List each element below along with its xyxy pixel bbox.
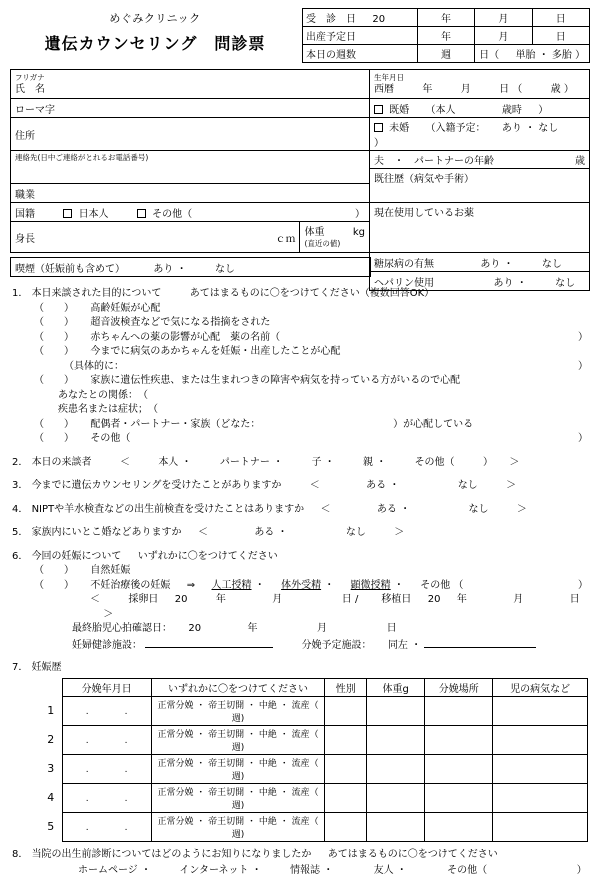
q8-source-friend[interactable]: 友人 bbox=[373, 865, 394, 876]
q6-slash: / bbox=[354, 594, 359, 605]
unmarried-checkbox[interactable] bbox=[374, 123, 383, 132]
q2-choice-self[interactable]: 本人 bbox=[158, 456, 179, 468]
visit-date-label: 受 診 日 bbox=[306, 14, 356, 25]
q1-disease-label: 疾患名または症状； （ bbox=[58, 404, 158, 415]
weight-3[interactable] bbox=[367, 754, 425, 783]
q3-close-bracket: ＞ bbox=[506, 480, 517, 491]
q8-sep-1: ・ bbox=[141, 865, 151, 876]
pregnancy-header-row bbox=[40, 678, 588, 696]
visit-date-year-prefix[interactable]: 20 bbox=[372, 14, 386, 25]
unmarried-detail: （入籍予定： bbox=[425, 123, 486, 134]
japanese-checkbox[interactable] bbox=[63, 209, 72, 218]
q6-delivery-sep: ・ bbox=[411, 639, 422, 651]
contact-cell[interactable] bbox=[11, 151, 370, 184]
delivery-facility-input[interactable] bbox=[424, 637, 536, 648]
q6-transfer-month[interactable]: 月 bbox=[513, 594, 524, 605]
q6-checkup-facility-label: 妊婦健診施設： bbox=[72, 639, 142, 651]
q1-option-2[interactable] bbox=[12, 316, 588, 331]
q6-egg-open: ＜ bbox=[90, 594, 100, 605]
q1-relation-line[interactable] bbox=[12, 389, 588, 404]
q2-sep-1: ・ bbox=[181, 456, 192, 468]
name-cell[interactable] bbox=[11, 70, 370, 99]
q6-transfer-label: 移植日 bbox=[381, 594, 412, 605]
question-4-number: 4． bbox=[12, 503, 29, 515]
q2-open-bracket: ＜ bbox=[119, 456, 130, 468]
weeks-today-week[interactable]: 週 bbox=[417, 45, 474, 63]
contact-partnerage-row bbox=[11, 151, 590, 169]
weight-cell[interactable] bbox=[300, 222, 369, 253]
q6-type-icsi[interactable]: 顕微授精 bbox=[350, 579, 391, 591]
q6-egg-close: ＞ bbox=[103, 608, 114, 620]
q6-checkbox-treatment[interactable]: （ ） bbox=[34, 579, 74, 591]
q6-transfer-year[interactable]: 年 bbox=[456, 594, 467, 605]
question-2 bbox=[12, 456, 588, 471]
q3-no[interactable]: なし bbox=[457, 480, 478, 491]
birth-age-close: ） bbox=[563, 83, 574, 95]
q8-source-magazine[interactable]: 情報誌 bbox=[290, 865, 321, 876]
q4-close-bracket: ＞ bbox=[516, 503, 527, 515]
place-5[interactable] bbox=[425, 812, 493, 841]
q5-no[interactable]: なし bbox=[345, 527, 366, 538]
row-number-1: 1 bbox=[47, 704, 55, 717]
question-6 bbox=[12, 550, 588, 654]
q6-type-artificial[interactable]: 人工授精 bbox=[211, 579, 252, 591]
question-3 bbox=[12, 479, 588, 494]
q8-source-internet[interactable]: インターネット bbox=[179, 865, 249, 876]
weight-4[interactable] bbox=[367, 783, 425, 812]
q8-sep-4: ・ bbox=[396, 865, 407, 876]
address-unmarried-row bbox=[11, 118, 590, 151]
q1-option-spouse[interactable] bbox=[12, 418, 588, 433]
weeks-today-row bbox=[303, 45, 590, 63]
q5-open-bracket: ＜ bbox=[197, 527, 208, 538]
q8-sep-3: ・ bbox=[323, 865, 334, 876]
nationality-other: その他（ bbox=[152, 208, 193, 220]
question-8-title: 当院の出生前診断についてはどのようにお知りになりましたか bbox=[31, 848, 312, 860]
q8-source-homepage[interactable]: ホームページ bbox=[78, 865, 138, 876]
height-label: 身長 bbox=[15, 233, 35, 245]
q6-egg-year-prefix[interactable]: 20 bbox=[174, 594, 188, 605]
table-row bbox=[40, 754, 588, 783]
delivery-date-4[interactable]: . . bbox=[62, 783, 151, 812]
row-number-4: 4 bbox=[47, 791, 55, 804]
birth-month[interactable]: 月 bbox=[460, 83, 471, 95]
unmarried-no[interactable]: なし bbox=[538, 123, 559, 134]
question-1-instruction: あてはまるものに〇をつけてください（複数回答OK） bbox=[189, 288, 435, 299]
married-close: ） bbox=[538, 104, 549, 116]
q8-source-other[interactable]: その他（ bbox=[447, 865, 488, 876]
header-place: 分娩場所 bbox=[425, 678, 493, 696]
delivery-type-2[interactable]: 正常分娩 ・ 帝王切開 ・ 中絶 ・ 流産（ 週) bbox=[151, 725, 324, 754]
q6-transfer-day[interactable]: 日 bbox=[569, 594, 580, 605]
unmarried-label: 未婚 bbox=[389, 123, 410, 134]
q1-other-close: ） bbox=[578, 433, 588, 444]
pregnancy-history-table bbox=[40, 678, 588, 842]
q2-choice-child[interactable]: 子 bbox=[311, 456, 322, 468]
q6-natural-label: 自然妊娠 bbox=[90, 565, 131, 576]
q6-facility-line[interactable] bbox=[12, 637, 588, 654]
occupation-cell[interactable] bbox=[11, 184, 370, 203]
medical-history-cell[interactable] bbox=[369, 169, 589, 203]
question-8-section bbox=[0, 842, 600, 879]
weight-label: 体重 bbox=[304, 226, 325, 238]
q6-option-treatment[interactable] bbox=[12, 579, 588, 594]
q6-transfer-year-prefix[interactable]: 20 bbox=[427, 594, 441, 605]
q1-detail-label: （具体的に： bbox=[64, 360, 124, 372]
header-sex: 性別 bbox=[325, 678, 367, 696]
questions-section bbox=[0, 277, 600, 676]
q1-option-4[interactable] bbox=[12, 345, 588, 360]
married-age[interactable]: 歳時 bbox=[501, 104, 522, 116]
q6-type-ivf[interactable]: 体外受精 bbox=[281, 579, 322, 591]
due-date-month[interactable]: 月 bbox=[475, 27, 532, 45]
row-number-3: 3 bbox=[47, 762, 55, 775]
q1-other-label: その他（ bbox=[90, 433, 131, 444]
unmarried-cell[interactable] bbox=[369, 118, 589, 151]
married-checkbox[interactable] bbox=[374, 105, 383, 114]
smoking-cell[interactable] bbox=[11, 258, 371, 277]
question-1-title-line bbox=[12, 287, 588, 302]
fetus-separator: ・ bbox=[538, 50, 549, 61]
q1-checkbox-4[interactable]: （ ） bbox=[34, 346, 74, 357]
occupation-label: 職業 bbox=[15, 189, 35, 201]
married-label: 既婚 bbox=[389, 104, 410, 116]
question-6-title: 今回の妊娠について bbox=[31, 550, 122, 562]
weight-2[interactable] bbox=[367, 725, 425, 754]
question-5-number: 5． bbox=[12, 527, 29, 538]
heparin-yes[interactable]: あり bbox=[493, 277, 514, 289]
heparin-no[interactable]: なし bbox=[555, 277, 576, 289]
question-4 bbox=[12, 503, 588, 518]
q1-spouse-label: 配偶者・パートナー・家族（どなた： bbox=[90, 418, 261, 430]
diabetes-cell[interactable] bbox=[369, 253, 589, 272]
birthdate-label: 生年月日 bbox=[373, 72, 404, 82]
q2-sep-4: ・ bbox=[376, 456, 387, 468]
visit-date-month[interactable]: 月 bbox=[475, 9, 532, 27]
nationality-other-close: ） bbox=[354, 208, 365, 220]
delivery-type-1[interactable]: 正常分娩 ・ 帝王切開 ・ 中絶 ・ 流産（ 週) bbox=[151, 696, 324, 725]
q6-egg-year[interactable]: 年 bbox=[215, 594, 226, 605]
q1-disease-line[interactable] bbox=[12, 403, 588, 418]
question-7 bbox=[12, 661, 588, 676]
q6-sep-3: ・ bbox=[393, 579, 404, 591]
birth-year[interactable]: 年 bbox=[422, 83, 433, 95]
q2-sep-2: ・ bbox=[273, 456, 284, 468]
q1-option-4-label: 今までに病気のあかちゃんを妊娠・出産したことが心配 bbox=[90, 346, 341, 357]
q6-other-open: （ bbox=[453, 579, 464, 591]
table-row bbox=[40, 725, 588, 754]
diabetes-separator: ・ bbox=[503, 258, 514, 270]
q6-delivery-same[interactable]: 同左 bbox=[387, 639, 408, 651]
q1-checkbox-2[interactable]: （ ） bbox=[34, 317, 74, 328]
q2-choice-partner[interactable]: パートナー bbox=[219, 456, 270, 468]
q2-sep-3: ・ bbox=[324, 456, 335, 468]
smoking-yes[interactable]: あり bbox=[153, 263, 174, 275]
q1-checkbox-3[interactable]: （ ） bbox=[34, 331, 74, 343]
question-7-title: 妊娠歴 bbox=[31, 662, 62, 673]
weight-1[interactable] bbox=[367, 696, 425, 725]
q1-option-other[interactable] bbox=[12, 432, 588, 447]
q6-treatment-label: 不妊治療後の妊娠 bbox=[90, 579, 171, 591]
checkup-facility-input[interactable] bbox=[145, 637, 273, 648]
q3-sep: ・ bbox=[389, 480, 400, 491]
nationality-other-checkbox[interactable] bbox=[137, 209, 146, 218]
due-date-row bbox=[303, 27, 590, 45]
q1-checkbox-1[interactable]: （ ） bbox=[34, 302, 74, 314]
q2-choice-other[interactable]: その他（ bbox=[414, 456, 455, 468]
smoking-no[interactable]: なし bbox=[214, 263, 235, 275]
q6-egg-day[interactable]: 日 bbox=[341, 594, 352, 605]
q1-option-3-label: 赤ちゃんへの薬の影響が心配 薬の名前（ bbox=[90, 331, 281, 343]
height-cell[interactable] bbox=[11, 222, 300, 253]
romaji-cell[interactable] bbox=[11, 99, 370, 118]
q6-egg-month[interactable]: 月 bbox=[272, 594, 283, 605]
due-date-year[interactable]: 年 bbox=[417, 27, 474, 45]
q1-spouse-close: ）が心配している bbox=[393, 418, 474, 430]
q5-yes[interactable]: ある bbox=[254, 527, 275, 538]
nationality-label: 国籍 bbox=[15, 208, 35, 220]
header-delivery-date: 分娩年月日 bbox=[62, 678, 151, 696]
birth-era: 西暦 bbox=[373, 83, 394, 95]
row-number-2: 2 bbox=[47, 733, 55, 746]
visit-date-row bbox=[303, 9, 590, 27]
name-birth-row bbox=[11, 70, 590, 99]
weeks-today-label: 本日の週数 bbox=[303, 45, 418, 63]
height-unit: ｃｍ bbox=[275, 233, 296, 245]
table-row bbox=[40, 783, 588, 812]
place-2[interactable] bbox=[425, 725, 493, 754]
q1-detail-line[interactable] bbox=[12, 360, 588, 375]
romaji-label: ローマ字 bbox=[15, 104, 55, 116]
illness-2[interactable] bbox=[493, 725, 588, 754]
romaji-married-row bbox=[11, 99, 590, 118]
q6-heartbeat-day[interactable]: 日 bbox=[386, 623, 397, 634]
unmarried-separator: ・ bbox=[525, 123, 536, 134]
weeks-today-close: ） bbox=[575, 50, 586, 61]
q6-heartbeat-year[interactable]: 年 bbox=[247, 623, 258, 634]
delivery-date-5[interactable]: . . bbox=[62, 812, 151, 841]
birth-age[interactable]: 歳 bbox=[550, 83, 561, 95]
delivery-type-4[interactable]: 正常分娩 ・ 帝王切開 ・ 中絶 ・ 流産（ 週) bbox=[151, 783, 324, 812]
page-title: 遺伝カウンセリング 問診票 bbox=[44, 34, 266, 53]
question-1 bbox=[12, 287, 588, 447]
unmarried-close: ） bbox=[373, 138, 384, 149]
smoking-separator: ・ bbox=[176, 263, 187, 275]
q8-sep-2: ・ bbox=[251, 865, 262, 876]
q2-close-bracket: ＞ bbox=[509, 456, 520, 468]
q1-option-family[interactable] bbox=[12, 374, 588, 389]
q6-option-natural[interactable] bbox=[12, 564, 588, 579]
nationality-medication-row bbox=[11, 203, 590, 222]
unmarried-yes[interactable]: あり bbox=[501, 123, 522, 134]
q8-sources-line bbox=[12, 864, 588, 879]
q1-checkbox-6[interactable]: （ ） bbox=[34, 418, 74, 430]
delivery-type-3[interactable]: 正常分娩 ・ 帝王切開 ・ 中絶 ・ 流産（ 週) bbox=[151, 754, 324, 783]
question-8-instruction: あてはまるものに〇をつけてください bbox=[327, 848, 498, 860]
partner-age-cell[interactable] bbox=[369, 151, 589, 169]
nationality-cell[interactable] bbox=[11, 203, 370, 222]
visit-date-day[interactable]: 日 bbox=[532, 9, 589, 27]
q6-sep-2: ・ bbox=[324, 579, 335, 591]
delivery-date-3[interactable]: . . bbox=[62, 754, 151, 783]
address-label: 住所 bbox=[15, 130, 35, 142]
place-4[interactable] bbox=[425, 783, 493, 812]
birth-age-open: （ bbox=[512, 83, 523, 95]
q1-relation-label: あなたとの関係： （ bbox=[58, 389, 148, 401]
patient-info-section bbox=[0, 63, 600, 289]
nationality-japanese: 日本人 bbox=[78, 208, 109, 220]
weight-sub-label: (直近の値) bbox=[304, 238, 341, 248]
illness-5[interactable] bbox=[493, 812, 588, 841]
weight-5[interactable] bbox=[367, 812, 425, 841]
question-3-number: 3． bbox=[12, 480, 29, 491]
question-6-number: 6． bbox=[12, 550, 29, 562]
q1-option-1[interactable] bbox=[12, 302, 588, 317]
q6-egg-label: 採卵日 bbox=[128, 594, 159, 605]
weight-unit: kg bbox=[352, 226, 365, 238]
delivery-date-1[interactable]: . . bbox=[62, 696, 151, 725]
weeks-today-day: 日（ bbox=[479, 50, 500, 61]
q1-checkbox-5[interactable]: （ ） bbox=[34, 375, 74, 386]
q1-option-2-label: 超音波検査などで気になる指摘をされた bbox=[90, 317, 271, 328]
q2-other-close: ） bbox=[482, 456, 493, 468]
q6-heartbeat-label: 最終胎児心拍確認日： bbox=[72, 623, 172, 634]
illness-3[interactable] bbox=[493, 754, 588, 783]
birth-day[interactable]: 日 bbox=[499, 83, 510, 95]
pregnancy-history-section bbox=[0, 676, 600, 842]
q3-yes[interactable]: ある bbox=[366, 480, 387, 491]
question-7-number: 7． bbox=[12, 662, 29, 673]
smoking-label: 喫煙（妊娠前も含めて） bbox=[15, 263, 125, 275]
q6-heartbeat-month[interactable]: 月 bbox=[317, 623, 328, 634]
q6-arrow-icon: ⇒ bbox=[186, 579, 196, 591]
q6-type-other[interactable]: その他 bbox=[420, 579, 451, 591]
header-illness: 児の病気など bbox=[493, 678, 588, 696]
question-8-title-line bbox=[12, 848, 588, 863]
q2-choice-parent[interactable]: 親 bbox=[363, 456, 373, 468]
partner-age-unit: 歳 bbox=[575, 156, 585, 167]
married-cell[interactable] bbox=[369, 99, 589, 118]
page-header bbox=[0, 0, 600, 63]
q6-heartbeat-line[interactable] bbox=[12, 622, 588, 637]
due-date-day[interactable]: 日 bbox=[532, 27, 589, 45]
q6-egg-transfer-line[interactable] bbox=[12, 593, 588, 622]
q1-option-3-close: ） bbox=[578, 331, 588, 343]
diabetes-no[interactable]: なし bbox=[541, 258, 562, 270]
clinic-name: めぐみクリニック bbox=[109, 12, 201, 25]
diabetes-label: 糖尿病の有無 bbox=[373, 258, 434, 270]
furigana-label: フリガナ bbox=[15, 72, 45, 82]
visit-date-table bbox=[302, 8, 590, 63]
smoking-table bbox=[10, 257, 371, 277]
q6-sep-1: ・ bbox=[254, 579, 265, 591]
q1-family-label: 家族に遺伝性疾患、または生まれつきの障害や病気を持っている方がいるので心配 bbox=[90, 375, 461, 386]
medication-label: 現在使用しているお薬 bbox=[373, 208, 474, 219]
medical-history-label: 既往歴（病気や手術） bbox=[373, 174, 474, 185]
smoking-row bbox=[11, 258, 371, 277]
question-6-title-line bbox=[12, 550, 588, 565]
diabetes-yes[interactable]: あり bbox=[480, 258, 501, 270]
title-block bbox=[10, 8, 300, 54]
q6-other-close: ） bbox=[578, 579, 588, 591]
q8-other-close: ） bbox=[576, 865, 587, 876]
question-2-number: 2． bbox=[12, 456, 29, 468]
question-5-title: 家族内にいとこ婚などありますか bbox=[31, 527, 182, 538]
q1-checkbox-7[interactable]: （ ） bbox=[34, 433, 74, 444]
name-label: 氏 名 bbox=[15, 83, 45, 95]
married-detail: （本人 bbox=[425, 104, 456, 116]
q5-sep: ・ bbox=[277, 527, 288, 538]
heparin-separator: ・ bbox=[516, 277, 527, 289]
table-row bbox=[40, 812, 588, 841]
question-1-title: 本日来談された目的について bbox=[31, 288, 162, 299]
illness-1[interactable] bbox=[493, 696, 588, 725]
q4-open-bracket: ＜ bbox=[320, 503, 331, 515]
due-date-label: 出産予定日 bbox=[303, 27, 418, 45]
question-3-title: 今までに遺伝カウンセリングを受けたことがありますか bbox=[31, 480, 282, 491]
header-delivery-type: いずれかに〇をつけてください bbox=[151, 678, 324, 696]
table-row bbox=[40, 696, 588, 725]
heparin-label: ヘパリン使用 bbox=[373, 277, 434, 289]
q6-heartbeat-year-prefix[interactable]: 20 bbox=[188, 623, 202, 634]
birth-cell[interactable] bbox=[369, 70, 589, 99]
q4-yes[interactable]: ある bbox=[376, 503, 397, 515]
question-8-number: 8． bbox=[12, 848, 29, 860]
date-table-block bbox=[302, 8, 590, 63]
q5-close-bracket: ＞ bbox=[394, 527, 405, 538]
q1-detail-close: ） bbox=[578, 360, 588, 372]
q1-option-1-label: 高齢妊娠が心配 bbox=[90, 302, 161, 314]
q4-no[interactable]: なし bbox=[468, 503, 489, 515]
visit-date-year[interactable]: 年 bbox=[417, 9, 474, 27]
header-weight: 体重g bbox=[367, 678, 425, 696]
place-3[interactable] bbox=[425, 754, 493, 783]
place-1[interactable] bbox=[425, 696, 493, 725]
q4-sep: ・ bbox=[400, 503, 411, 515]
question-5 bbox=[12, 526, 588, 541]
illness-4[interactable] bbox=[493, 783, 588, 812]
partner-age-label: 夫 ・ パートナーの年齢 bbox=[373, 156, 494, 167]
q6-delivery-facility-label: 分娩予定施設： bbox=[301, 639, 372, 651]
q6-checkbox-natural[interactable]: （ ） bbox=[34, 565, 74, 576]
weeks-today-detail-cell bbox=[475, 45, 590, 63]
question-1-number: 1． bbox=[12, 288, 29, 299]
delivery-date-2[interactable]: . . bbox=[62, 725, 151, 754]
row-number-5: 5 bbox=[47, 820, 55, 833]
address-cell[interactable] bbox=[11, 118, 370, 151]
visit-date-label-cell bbox=[303, 9, 418, 27]
q1-option-3[interactable] bbox=[12, 331, 588, 346]
single-fetus-option[interactable]: 単胎 bbox=[515, 50, 536, 61]
medication-cell[interactable] bbox=[369, 203, 589, 253]
contact-label: 連絡先(日中ご連絡がとれるお電話番号) bbox=[15, 153, 149, 162]
q3-open-bracket: ＜ bbox=[309, 480, 320, 491]
question-4-title: NIPTや羊水検査などの出生前検査を受けたことはありますか bbox=[31, 503, 305, 515]
row-number-header bbox=[40, 678, 62, 696]
question-6-instruction: いずれかに〇をつけてください bbox=[137, 550, 278, 562]
delivery-type-5[interactable]: 正常分娩 ・ 帝王切開 ・ 中絶 ・ 流産（ 週) bbox=[151, 812, 324, 841]
multiple-fetus-option[interactable]: 多胎 bbox=[551, 50, 572, 61]
question-2-title: 本日の来談者 bbox=[31, 456, 92, 468]
